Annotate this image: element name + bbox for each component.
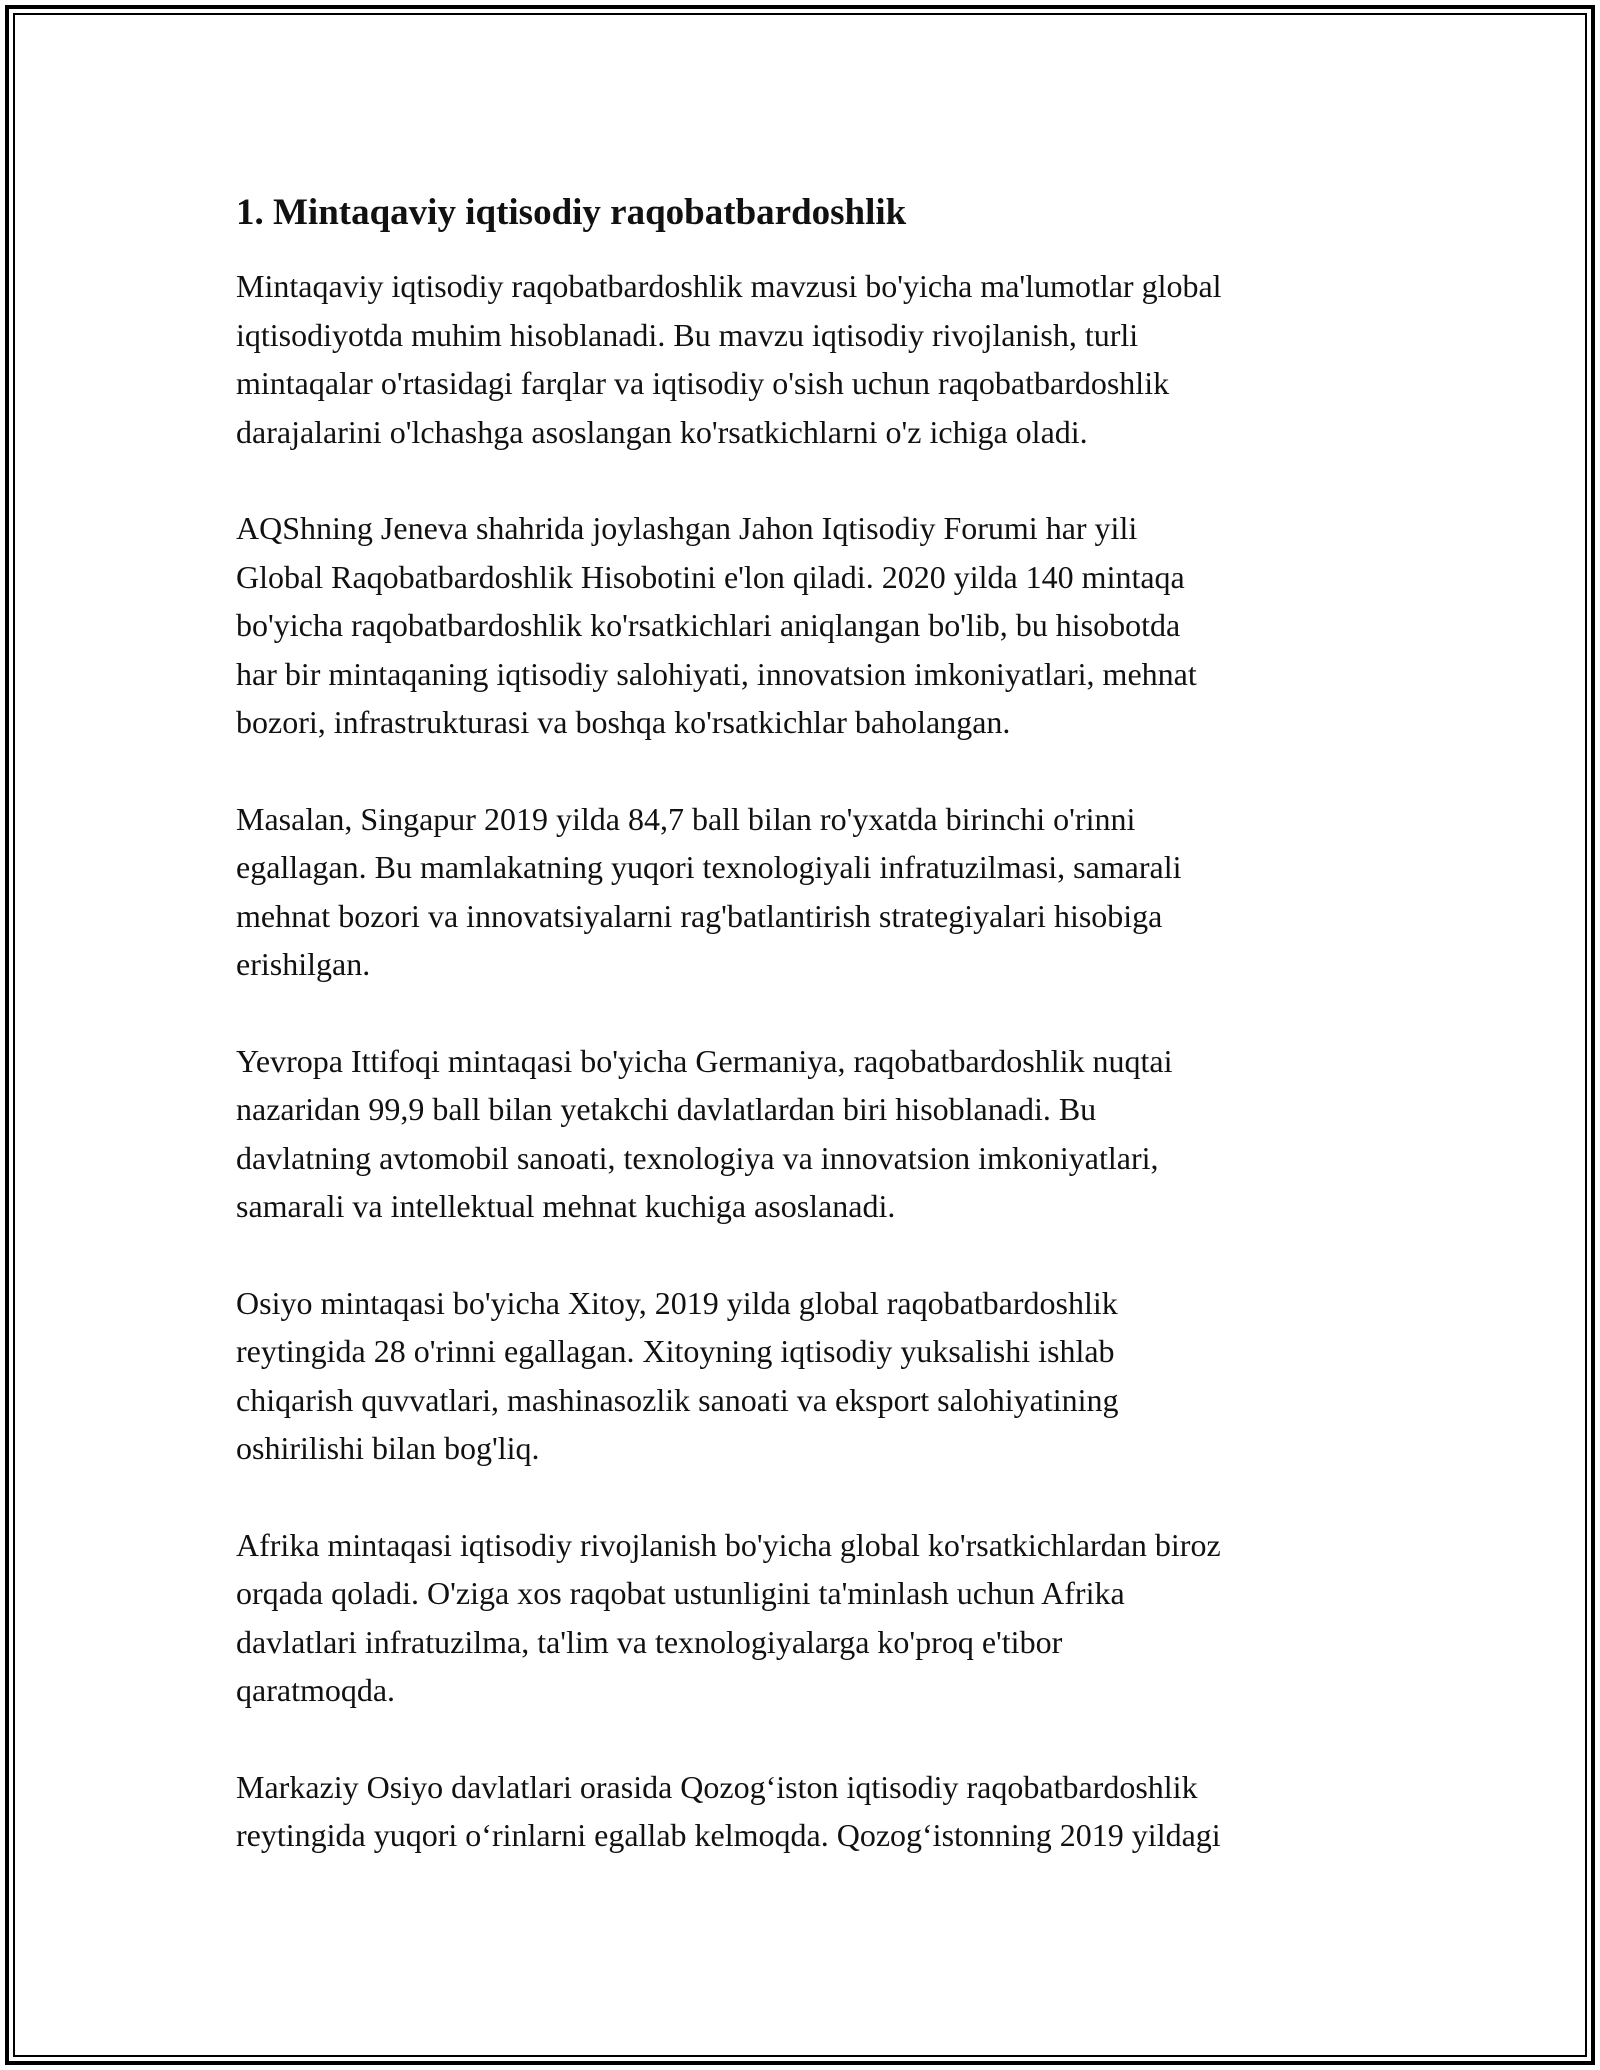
paragraph-line: iqtisodiyotda muhim hisoblanadi. Bu mavzu iqtisodiy rivojlanish, turli: [236, 316, 1139, 353]
paragraph-line: Global Raqobatbardoshlik Hisobotini e'lon qiladi. 2020 yilda 140 mintaqa: [236, 558, 1185, 595]
paragraph-line: Osiyo mintaqasi bo'yicha Xitoy, 2019 yilda global raqobatbardoshlik: [236, 1284, 1118, 1321]
document-content: [236, 186, 1376, 1908]
paragraph-line: Yevropa Ittifoqi mintaqasi bo'yicha Germaniya, raqobatbardoshlik nuqtai: [236, 1042, 1173, 1079]
paragraph-line: Markaziy Osiyo davlatlari orasida Qozog‘iston iqtisodiy raqobatbardoshlik: [236, 1768, 1198, 1805]
section-title: 1. Mintaqaviy iqtisodiy raqobatbardoshlik: [236, 192, 907, 233]
paragraph-germany: [236, 1037, 1376, 1231]
paragraph-line: davlatlari infratuzilma, ta'lim va texnologiyalarga ko'proq e'tibor: [236, 1623, 1063, 1660]
paragraph-line: darajalarini o'lchashga asoslangan ko'rsatkichlarni o'z ichiga oladi.: [236, 413, 1088, 450]
paragraph-central-asia: [236, 1763, 1376, 1860]
paragraph-singapore: [236, 795, 1376, 989]
paragraph-china: [236, 1279, 1376, 1473]
paragraph-line: qaratmoqda.: [236, 1672, 396, 1708]
paragraph-line: bo'yicha raqobatbardoshlik ko'rsatkichlari aniqlangan bo'lib, bu hisobotda: [236, 607, 1181, 643]
paragraph-line: oshirilishi bilan bog'liq.: [236, 1430, 540, 1466]
paragraph-line: davlatning avtomobil sanoati, texnologiya va innovatsion imkoniyatlari,: [236, 1139, 1159, 1176]
paragraph-line: bozori, infrastrukturasi va boshqa ko'rsatkichlar baholangan.: [236, 704, 1011, 740]
paragraph-line: Mintaqaviy iqtisodiy raqobatbardoshlik mavzusi bo'yicha ma'lumotlar global: [236, 268, 1222, 304]
paragraph-intro: [236, 262, 1376, 456]
paragraph-line: har bir mintaqaning iqtisodiy salohiyati, innovatsion imkoniyatlari, mehnat: [236, 655, 1197, 692]
paragraph-line: erishilgan.: [236, 946, 371, 982]
paragraph-wef-report: [236, 504, 1376, 747]
paragraph-line: reytingida 28 o'rinni egallagan. Xitoyning iqtisodiy yuksalishi ishlab: [236, 1333, 1115, 1369]
paragraph-line: Masalan, Singapur 2019 yilda 84,7 ball bilan ro'yxatda birinchi o'rinni: [236, 800, 1136, 837]
paragraph-line: mehnat bozori va innovatsiyalarni rag'batlantirish strategiyalari hisobiga: [236, 897, 1163, 934]
paragraph-line: mintaqalar o'rtasidagi farqlar va iqtisodiy o'sish uchun raqobatbardoshlik: [236, 365, 1170, 401]
paragraph-line: nazaridan 99,9 ball bilan yetakchi davlatlardan biri hisoblanadi. Bu: [236, 1091, 1097, 1127]
paragraph-line: AQShning Jeneva shahrida joylashgan Jahon Iqtisodiy Forumi har yili: [236, 510, 1138, 546]
paragraph-line: egallagan. Bu mamlakatning yuqori texnologiyali infratuzilmasi, samarali: [236, 849, 1182, 885]
paragraph-line: reytingida yuqori o‘rinlarni egallab kelmoqda. Qozog‘istonning 2019 yildagi: [236, 1817, 1221, 1853]
paragraph-line: chiqarish quvvatlari, mashinasozlik sanoati va eksport salohiyatining: [236, 1381, 1119, 1418]
paragraph-line: orqada qoladi. O'ziga xos raqobat ustunligini ta'minlash uchun Afrika: [236, 1575, 1125, 1611]
paragraph-line: samarali va intellektual mehnat kuchiga asoslanadi.: [236, 1188, 896, 1224]
paragraph-line: Afrika mintaqasi iqtisodiy rivojlanish bo'yicha global ko'rsatkichlardan biroz: [236, 1526, 1221, 1563]
paragraph-africa: [236, 1521, 1376, 1715]
